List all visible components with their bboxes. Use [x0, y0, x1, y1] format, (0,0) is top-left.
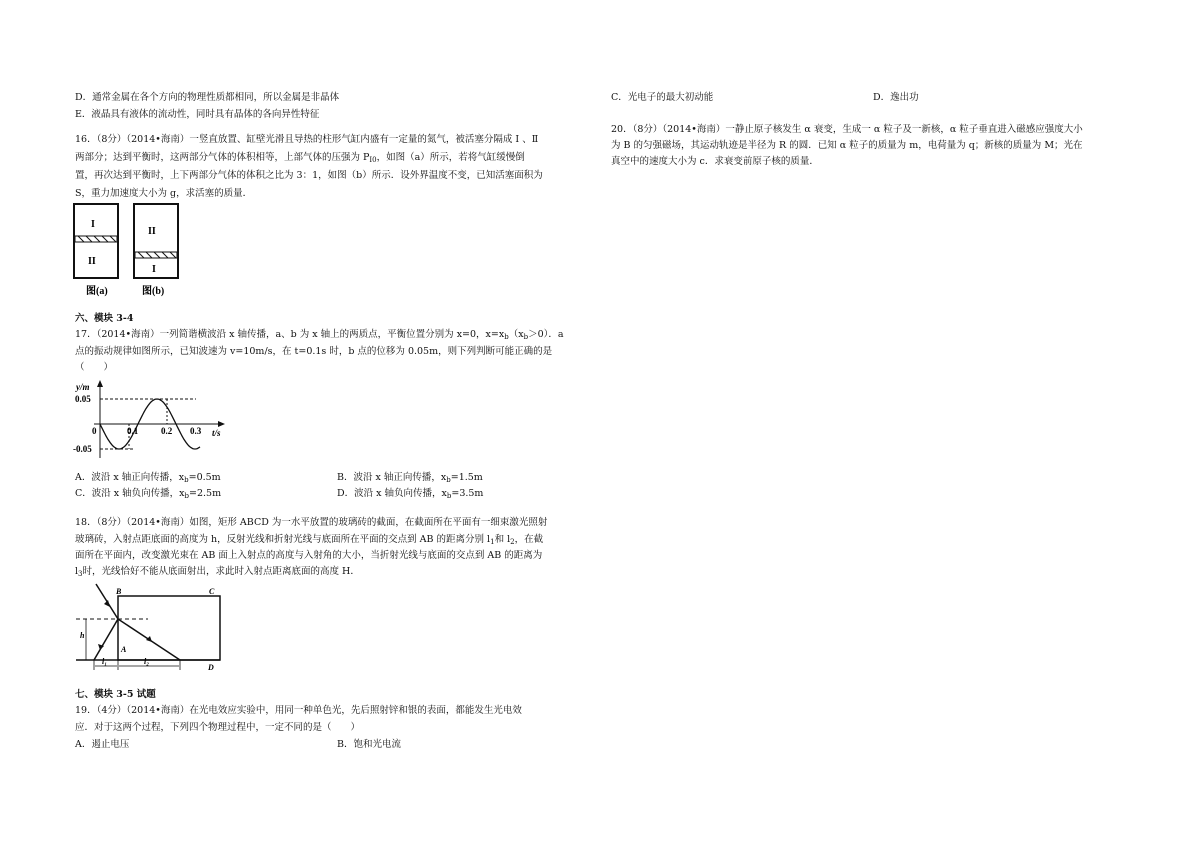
- label-A: A: [121, 645, 127, 654]
- q19-option-c: C．光电子的最大初动能: [611, 92, 714, 103]
- glass-block-diagram: [72, 582, 232, 674]
- q19-option-a: A．遏止电压: [75, 739, 130, 750]
- ytick-neg-0.05: -0.05: [73, 444, 92, 454]
- xtick-0.1: 0.1: [127, 426, 139, 436]
- y-axis-label: y/m: [76, 382, 90, 392]
- cylinder-diagram: [72, 202, 182, 300]
- q19-option-d: D．逸出功: [873, 92, 919, 103]
- q17-option-a: A．波沿 x 轴正向传播，$x_b=0.5m$: [75, 472, 221, 484]
- label-l2: l₂: [144, 657, 150, 666]
- q18-line2: 玻璃砖，入射点距底面的高度为 h，反射光线和折射光线与底面所在平面的交点到 AB 的距离分别 $l_1$和 $l_2$，在截: [75, 534, 544, 546]
- q19-line2: 应．对于这两个过程，下列四个物理过程中，一定不同的是（ ）: [75, 722, 361, 733]
- q19-line1: 19．（4分）（2014•海南）在光电效应实验中，用同一种单色光，先后照射锌和银的表面，都能发生光电效: [75, 705, 522, 716]
- q19-option-b: B．饱和光电流: [337, 739, 401, 750]
- section-7-heading: 七、模块 3-5 试题: [75, 689, 156, 700]
- q17-line3: （ ）: [75, 362, 114, 373]
- q16-line3: 置，再次达到平衡时，上下两部分气体的体积之比为 3：1，如图（b）所示．设外界温度不变，已知活塞面积为: [75, 170, 543, 181]
- fig-b-caption: 图(b): [142, 286, 165, 297]
- q17-line1: 17．（2014•海南）一列简谐横波沿 x 轴传播，a、b 为 x 轴上的两质点，平衡位置分别为 x=0，$x=x_b(x_b>0)$．a: [75, 329, 564, 341]
- xtick-0.3: 0.3: [190, 426, 202, 436]
- option-d-q15: D．通常金属在各个方向的物理性质都相同，所以金属是非晶体: [75, 92, 340, 103]
- label-l1: l₁: [102, 657, 108, 666]
- x-axis-label: t/s: [212, 428, 221, 438]
- xtick-0: 0: [92, 426, 97, 436]
- label-C: C: [209, 587, 215, 596]
- xtick-0.2: 0.2: [161, 426, 173, 436]
- label-D: D: [208, 663, 214, 672]
- option-e-q15: E．液晶具有液体的流动性，同时具有晶体的各向异性特征: [75, 109, 320, 120]
- vibration-graph: [72, 378, 232, 460]
- q16-line1: 16．（8分）（2014•海南）一竖直放置、缸壁光滑且导热的柱形气缸内盛有一定量的氮气，被活塞分隔成 Ⅰ 、Ⅱ: [75, 134, 539, 145]
- fig-a-top-label: I: [91, 219, 95, 230]
- fig-a-caption: 图(a): [86, 286, 108, 297]
- ytick-0.05: 0.05: [75, 394, 91, 404]
- q18-line3: 面所在平面内，改变激光束在 AB 面上入射点的高度与入射角的大小，当折射光线与底面的交点到 AB 的距离为: [75, 550, 543, 561]
- q20-line3: 真空中的速度大小为 c．求衰变前原子核的质量．: [611, 156, 819, 167]
- q16-line2: 两部分；达到平衡时，这两部分气体的体积相等，上部气体的压强为 $P_{Ⅰ0}$，如图（a）所示，若将气缸缓慢倒: [75, 152, 525, 164]
- fig-b-top-label: II: [148, 226, 156, 237]
- q17-line2: 点的振动规律如图所示，已知波速为 v=10m/s，在 t=0.1s 时，b 点的位移为 0.05m，则下列判断可能正确的是: [75, 346, 553, 357]
- q17-option-d: D．波沿 x 轴负向传播，$x_b=3.5m$: [337, 488, 484, 500]
- q20-line1: 20．（8分）（2014•海南）一静止原子核发生 α 衰变，生成一 α 粒子及一新核，α 粒子垂直进入磁感应强度大小: [611, 124, 1083, 135]
- label-B: B: [116, 587, 122, 596]
- q18-line1: 18．（8分）（2014•海南）如图，矩形 ABCD 为一水平放置的玻璃砖的截面，在截面所在平面有一细束激光照射: [75, 517, 548, 528]
- q16-line4: S，重力加速度大小为 g，求活塞的质量．: [75, 188, 253, 199]
- q20-line2: 为 B 的匀强磁场，其运动轨迹是半径为 R 的圆．已知 α 粒子的质量为 m，电荷量为 q；新核的质量为 M；光在: [611, 140, 1083, 151]
- q17-option-c: C．波沿 x 轴负向传播，$x_b=2.5m$: [75, 488, 222, 500]
- q17-option-b: B．波沿 x 轴正向传播，$x_b=1.5m$: [337, 472, 483, 484]
- section-6-heading: 六、模块 3-4: [75, 313, 134, 324]
- fig-b-bottom-label: I: [152, 264, 156, 275]
- label-h: h: [80, 631, 85, 640]
- q18-line4: $l_3$时，光线恰好不能从底面射出，求此时入射点距离底面的高度 H．: [75, 566, 360, 578]
- fig-a-bottom-label: II: [88, 256, 96, 267]
